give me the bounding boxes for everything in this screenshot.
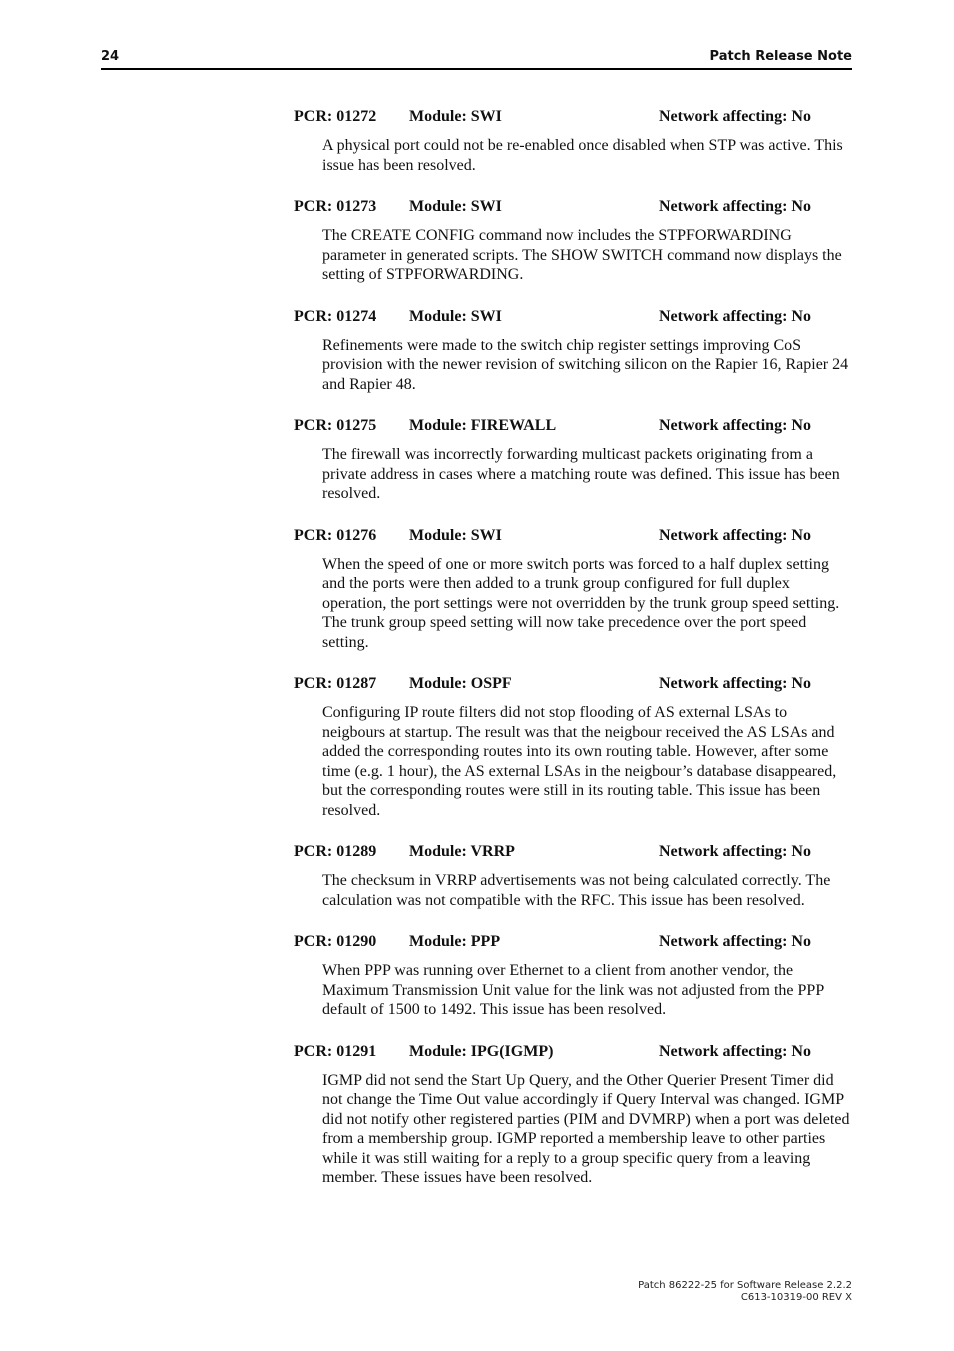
pcr-network-affecting: Network affecting: No — [659, 108, 811, 125]
pcr-entry — [294, 526, 854, 653]
pcr-entry-header — [294, 526, 854, 545]
pcr-module: Module: FIREWALL — [409, 417, 557, 434]
page-number: 24 — [101, 49, 120, 64]
pcr-entry-header — [294, 842, 854, 861]
pcr-network-affecting: Network affecting: No — [659, 417, 811, 434]
pcr-network-affecting: Network affecting: No — [659, 198, 811, 215]
pcr-entry-header — [294, 674, 854, 693]
pcr-number: PCR: 01274 — [294, 307, 377, 325]
pcr-module: Module: SWI — [409, 526, 502, 544]
page-header — [101, 46, 852, 70]
pcr-description: Refinements were made to the switch chip register settings improving CoS provision with the newer revision of switching silicon on the Rapier 16, Rapier 24 and Rapier 48. — [322, 336, 849, 393]
pcr-entry-header — [294, 107, 854, 126]
footer-patch-line: Patch 86222-25 for Software Release 2.2.2 — [638, 1280, 852, 1291]
pcr-entry-header — [294, 1042, 854, 1061]
pcr-module: Module: SWI — [409, 198, 502, 215]
pcr-number: PCR: 01290 — [294, 933, 377, 950]
pcr-entry — [294, 416, 854, 504]
pcr-entry — [294, 1042, 854, 1188]
pcr-network-affecting: Network affecting: No — [659, 843, 811, 860]
pcr-module: Module: IPG(IGMP) — [409, 1042, 554, 1060]
pcr-description: A physical port could not be re-enabled once disabled when STP was active. This issue has been resolved. — [322, 137, 843, 174]
pcr-description: The CREATE CONFIG command now includes the STPFORWARDING parameter in generated scripts. The SHOW SWITCH command now displays the setting of STPFORWARDING. — [322, 227, 842, 283]
pcr-entry-header — [294, 307, 854, 326]
pcr-network-affecting: Network affecting: No — [659, 1042, 811, 1060]
pcr-number: PCR: 01276 — [294, 526, 377, 544]
release-notes-content — [294, 107, 854, 1188]
pcr-number: PCR: 01272 — [294, 108, 377, 125]
pcr-entry-header — [294, 416, 854, 435]
pcr-entry — [294, 674, 854, 820]
pcr-description: When PPP was running over Ethernet to a client from another vendor, the Maximum Transmission Unit value for the link was not adjusted from the PPP default of 1500 to 1492. This issue has been resolved. — [322, 962, 824, 1018]
pcr-module: Module: VRRP — [409, 843, 515, 860]
pcr-entry — [294, 932, 854, 1020]
pcr-entry-header — [294, 932, 854, 951]
pcr-description: When the speed of one or more switch ports was forced to a half duplex setting and the ports were then added to a trunk group configured for full duplex operation, the port settings were not overridden by the trunk group speed setting. The trunk group speed setting will now take precedence over the port speed setting. — [322, 555, 840, 651]
pcr-number: PCR: 01273 — [294, 198, 377, 215]
pcr-module: Module: PPP — [409, 933, 501, 950]
pcr-number: PCR: 01289 — [294, 843, 377, 860]
footer-document-code: C613-10319-00 REV X — [740, 1292, 852, 1303]
pcr-network-affecting: Network affecting: No — [659, 675, 811, 692]
pcr-network-affecting: Network affecting: No — [659, 307, 811, 325]
pcr-module: Module: OSPF — [409, 675, 512, 692]
pcr-module: Module: SWI — [409, 108, 502, 125]
pcr-entry — [294, 107, 854, 175]
pcr-description: The firewall was incorrectly forwarding multicast packets originating from a private address in cases where a matching route was defined. This issue has been resolved. — [322, 446, 840, 502]
pcr-module: Module: SWI — [409, 307, 502, 325]
pcr-entry — [294, 197, 854, 285]
pcr-entry — [294, 842, 854, 910]
pcr-entry-header — [294, 197, 854, 216]
pcr-network-affecting: Network affecting: No — [659, 933, 811, 950]
pcr-entry — [294, 307, 854, 395]
pcr-number: PCR: 01291 — [294, 1042, 377, 1060]
document-title: Patch Release Note — [709, 49, 852, 64]
pcr-description: Configuring IP route filters did not stop flooding of AS external LSAs to neigbours at startup. The result was that the neigbour received the AS LSAs and added the corresponding routes into its own routing table. However, after some time (e.g. 1 hour), the AS external LSAs in the neigbour’s database disappeared, but the corresponding routes were still in its routing table. This issue has been resolved. — [322, 704, 837, 819]
pcr-number: PCR: 01275 — [294, 417, 377, 434]
pcr-description: IGMP did not send the Start Up Query, and the Other Querier Present Timer did not change the Time Out value accordingly if Query Interval was changed. IGMP did not notify other registered parties (PIM and DVMRP) when a port was deleted from a membership group. IGMP reported a membership leave to other parties while it was still waiting for a reply to a group specific query from a leaving member. These issues have been resolved. — [322, 1071, 850, 1186]
pcr-number: PCR: 01287 — [294, 675, 377, 692]
pcr-network-affecting: Network affecting: No — [659, 526, 811, 544]
pcr-description: The checksum in VRRP advertisements was not being calculated correctly. The calculation was not compatible with the RFC. This issue has been resolved. — [322, 872, 831, 909]
page-footer — [638, 1280, 852, 1304]
